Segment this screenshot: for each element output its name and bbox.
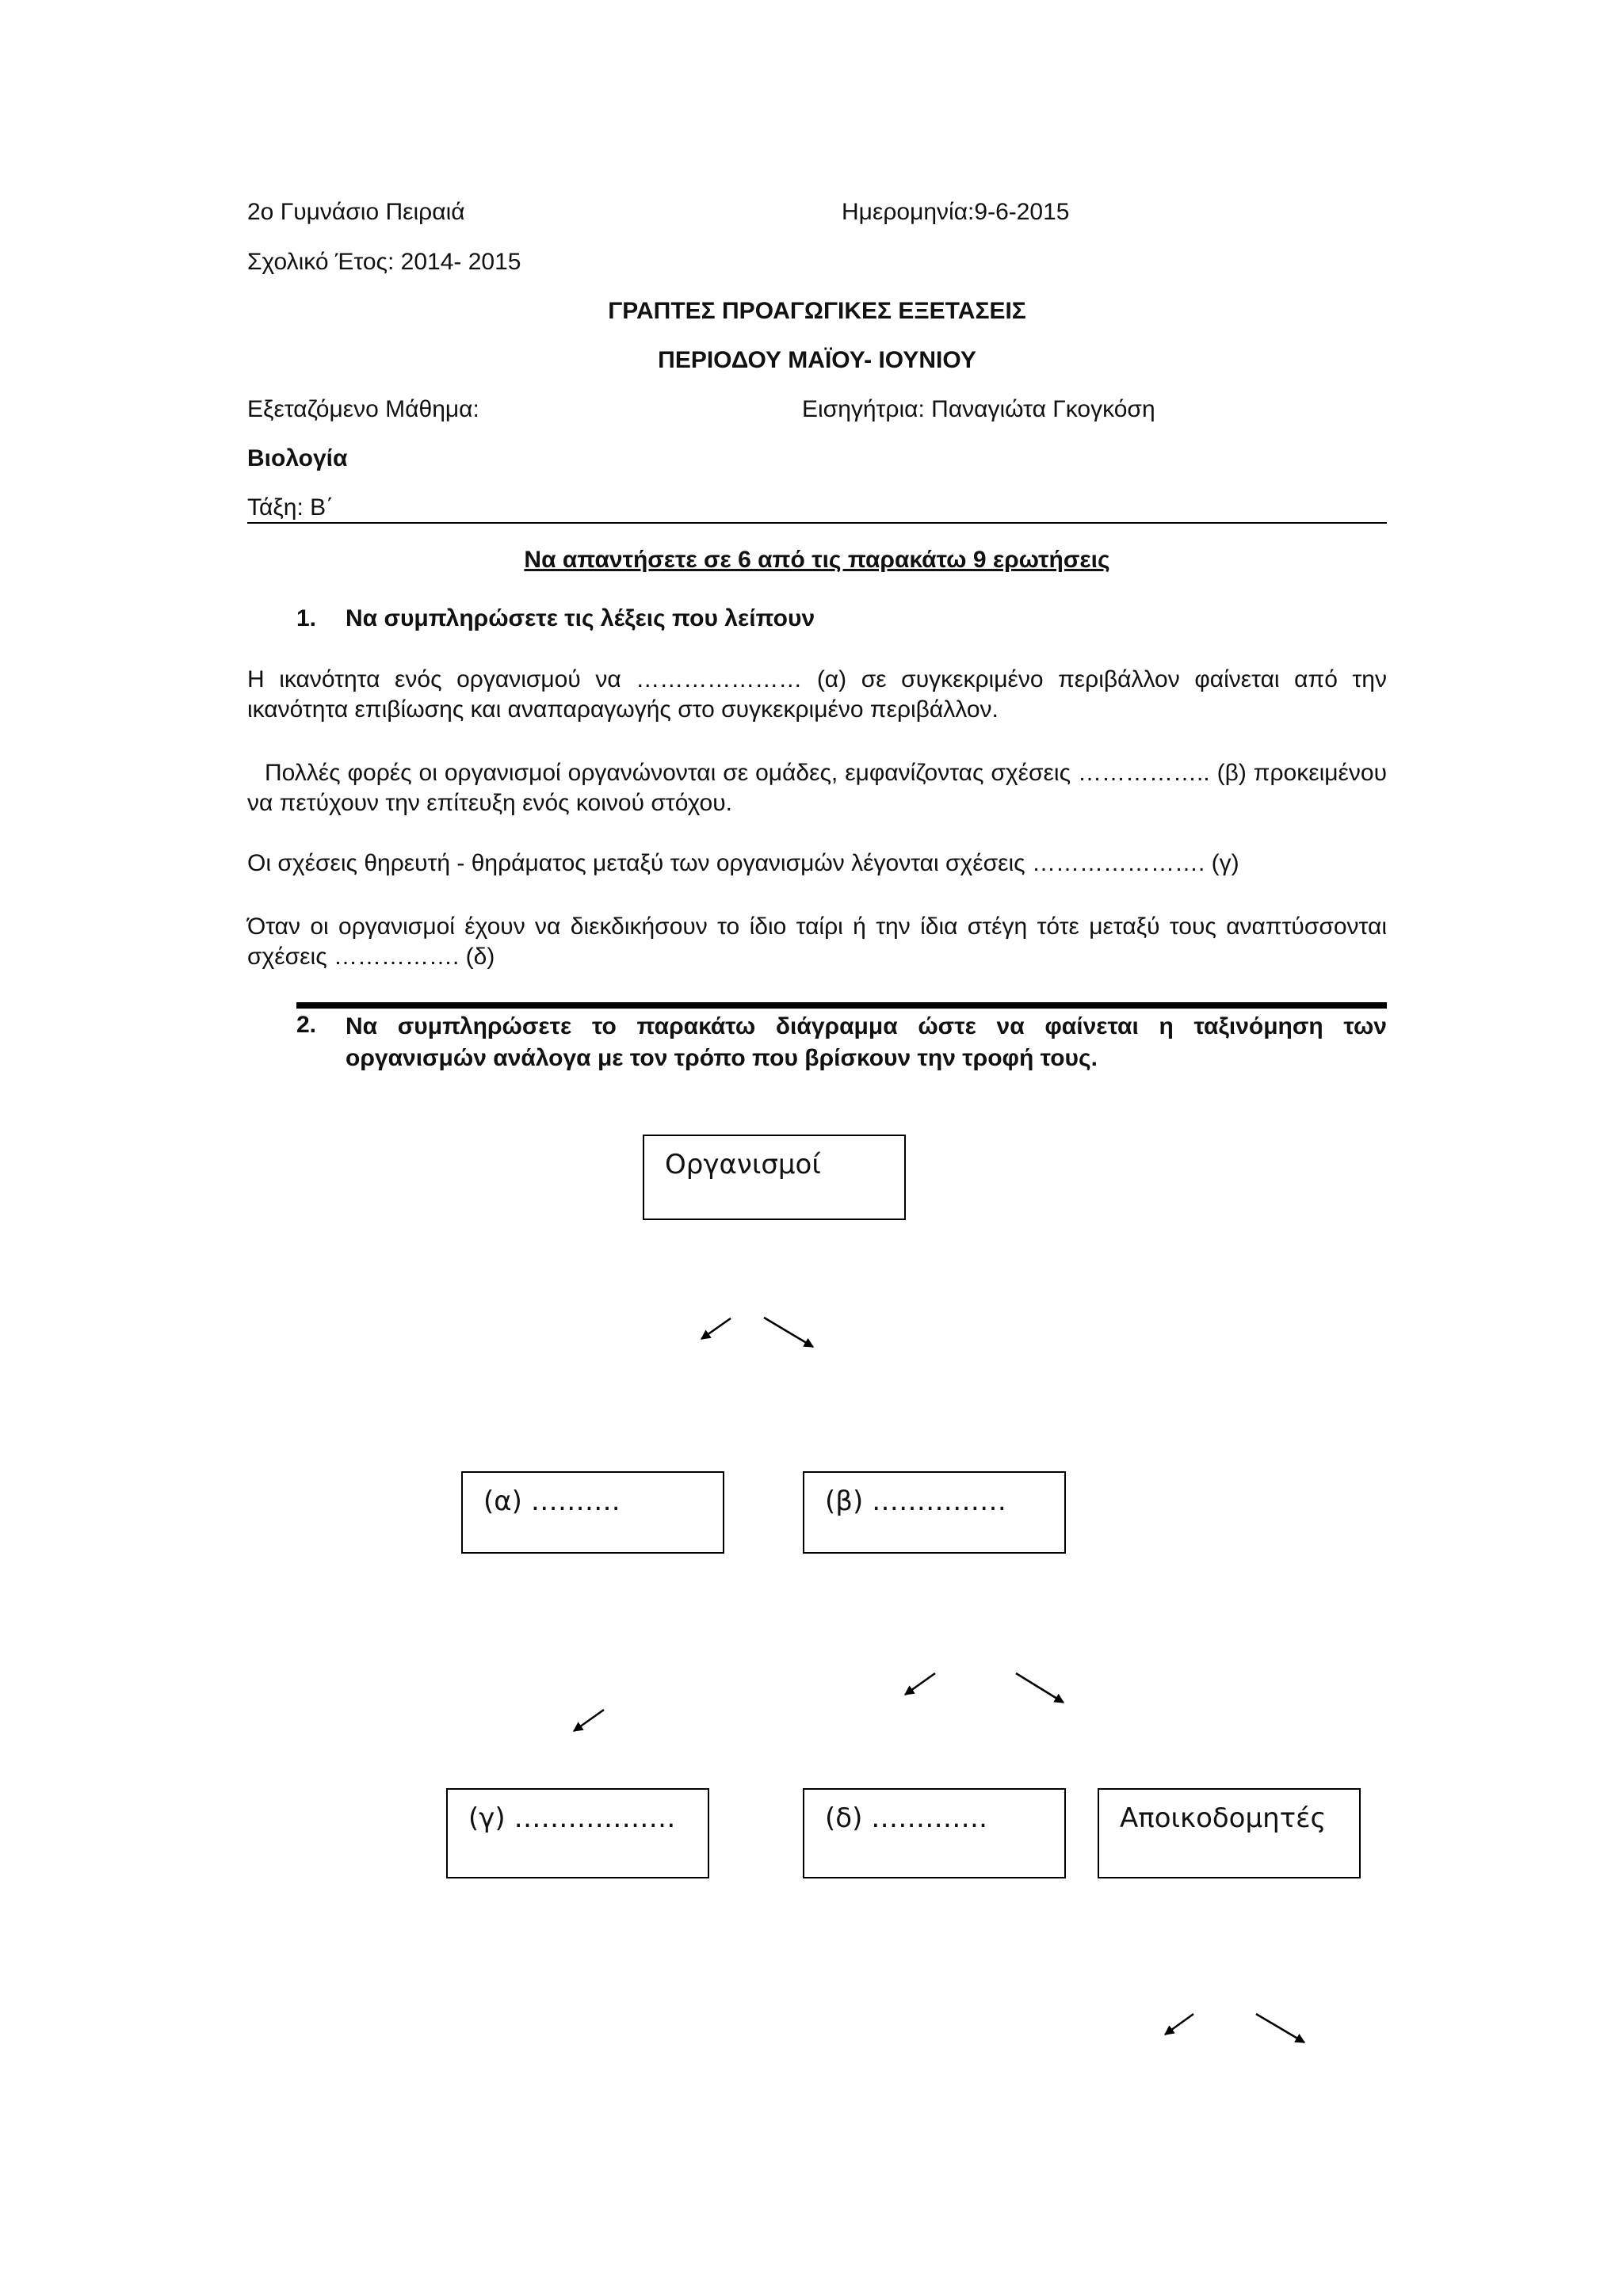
diagram-box-decomposers-label: Αποικοδομητές xyxy=(1120,1802,1327,1834)
school-name: 2ο Γυμνάσιο Πειραιά xyxy=(247,199,465,225)
class-label: Τάξη: Β΄ xyxy=(247,494,334,521)
exam-title: ΓΡΑΠΤΕΣ ΠΡΟΑΓΩΓΙΚΕΣ ΕΞΕΤΑΣΕΙΣ xyxy=(608,298,1026,324)
exam-period: ΠΕΡΙΟΔΟΥ ΜΑΪΟΥ- ΙΟΥΝΙΟΥ xyxy=(658,347,976,373)
arrow-root-right xyxy=(764,1318,813,1347)
arrow-a-left xyxy=(574,1710,604,1731)
instructions: Να απαντήσετε σε 6 από τις παρακάτω 9 ερωτήσεις xyxy=(524,547,1110,573)
subject-name: Βιολογία xyxy=(247,445,348,471)
exam-date: Ημερομηνία:9-6-2015 xyxy=(842,199,1070,225)
question1-number: 1. xyxy=(296,605,317,631)
arrow-decomposers-left xyxy=(1165,2014,1193,2035)
diagram-box-organisms-label: Οργανισμοί xyxy=(665,1149,821,1180)
diagram-box-a-label: (α) ………. xyxy=(483,1486,621,1517)
subject-label: Εξεταζόμενο Μάθημα: xyxy=(247,396,479,422)
diagram-box-c-label: (γ) ……………… xyxy=(468,1802,676,1834)
arrow-b-left xyxy=(905,1673,935,1695)
arrow-b-right xyxy=(1016,1673,1064,1703)
school-year: Σχολικό Έτος: 2014- 2015 xyxy=(247,249,521,275)
question1-paragraph-b: Πολλές φορές οι οργανισμοί οργανώνονται σε ομάδες, εμφανίζοντας σχέσεις …………….. (β) προκειμένου να πετύχουν την επίτευξη ενός κοινού στόχου. xyxy=(247,760,1387,816)
question2-title: Να συμπληρώσετε το παρακάτω διάγραμμα ώστε να φαίνεται η ταξινόμηση των οργανισμών ανάλογα με τον τρόπο που βρίσκουν την τροφή τους. xyxy=(346,1013,1387,1071)
question1-paragraph-c: Οι σχέσεις θηρευτή - θηράματος μεταξύ των οργανισμών λέγονται σχέσεις …………………. (γ) xyxy=(247,850,1239,876)
diagram-box-d-label: (δ) …………. xyxy=(825,1802,987,1834)
arrow-root-left xyxy=(701,1318,731,1339)
question1-title: Να συμπληρώσετε τις λέξεις που λείπουν xyxy=(346,605,815,631)
arrow-decomposers-right xyxy=(1256,2014,1304,2042)
question2-number: 2. xyxy=(296,1012,317,1038)
teacher-name: Εισηγήτρια: Παναγιώτα Γκογκόση xyxy=(802,396,1155,422)
question1-paragraph-d: Όταν οι οργανισμοί έχουν να διεκδικήσουν το ίδιο ταίρι ή την ίδια στέγη τότε μεταξύ τους αναπτύσσονται σχέσεις ……………. (δ) xyxy=(247,913,1387,970)
diagram-box-b-label: (β) …………… xyxy=(825,1486,1007,1517)
question1-paragraph-a: Η ικανότητα ενός οργανισμού να ………………… (α) σε συγκεκριμένο περιβάλλον φαίνεται από την ικανότητα επιβίωσης και αναπαραγωγής στο συγκεκριμένο περιβάλλον. xyxy=(247,666,1387,723)
